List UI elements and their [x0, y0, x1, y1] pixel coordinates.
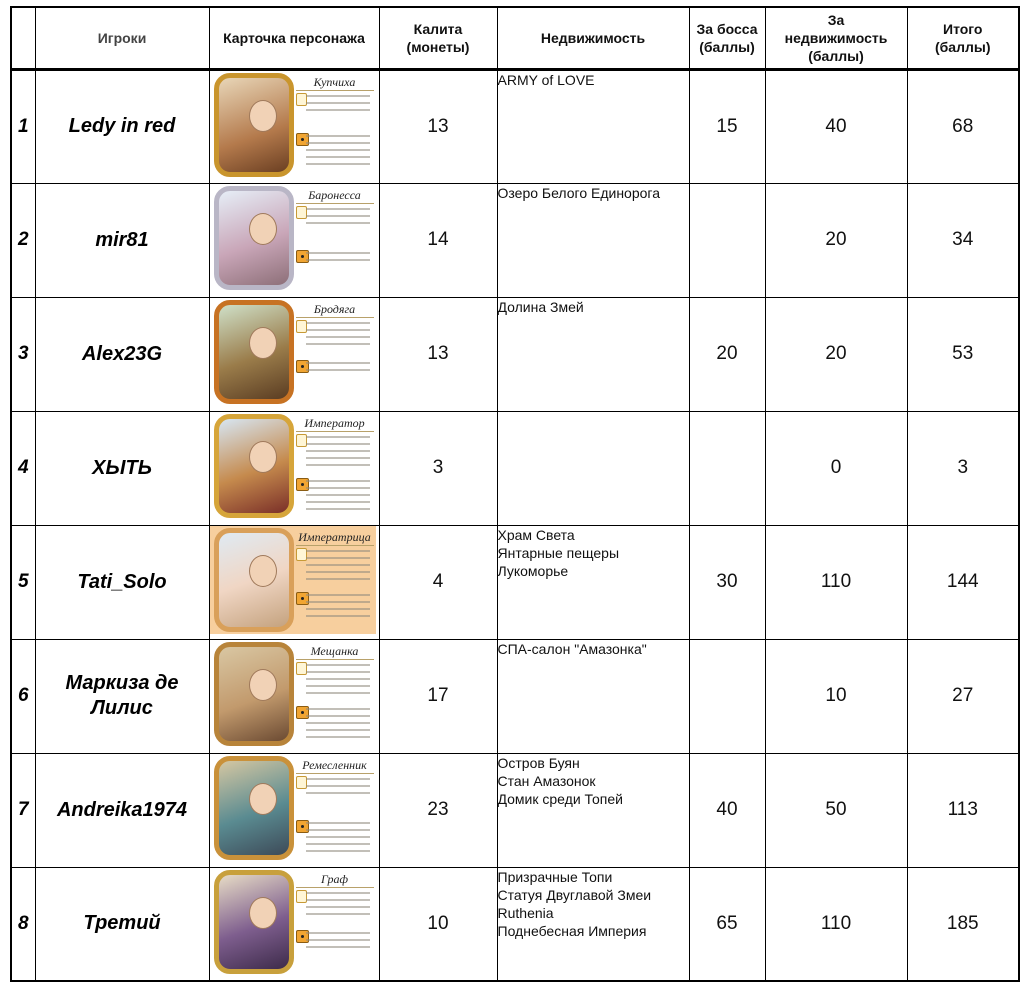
property-cell: Призрачные Топи Статуя Двуглавой Змеи Ruthenia Поднебесная Империя — [497, 867, 689, 981]
table-row — [11, 639, 1019, 753]
property-cell: СПА-салон "Амазонка" — [497, 639, 689, 753]
card-image — [210, 526, 376, 634]
player-name: Andreika1974 — [35, 753, 209, 867]
realty-points: 20 — [765, 297, 907, 411]
table-row — [11, 183, 1019, 297]
realty-points: 40 — [765, 69, 907, 183]
player-name: ХЫТЬ — [35, 411, 209, 525]
coins-cell: 3 — [379, 411, 497, 525]
total-points: 34 — [907, 183, 1019, 297]
card-title: Император — [296, 416, 374, 432]
card-title: Баронесса — [296, 188, 374, 204]
header-players: Игроки — [35, 7, 209, 69]
coins-cell: 4 — [379, 525, 497, 639]
property-cell: Храм Света Янтарные пещеры Лукоморье — [497, 525, 689, 639]
character-card — [209, 753, 379, 867]
character-card — [209, 639, 379, 753]
rank-cell: 7 — [11, 753, 35, 867]
realty-points: 0 — [765, 411, 907, 525]
boss-points: 40 — [689, 753, 765, 867]
portrait-frame — [214, 642, 294, 746]
header-card: Карточка персонажа — [209, 7, 379, 69]
header-total: Итого (баллы) — [907, 7, 1019, 69]
player-name: Tati_Solo — [35, 525, 209, 639]
header-index — [11, 7, 35, 69]
boss-points: 65 — [689, 867, 765, 981]
card-title: Мещанка — [296, 644, 374, 660]
realty-points: 110 — [765, 525, 907, 639]
card-image — [210, 640, 376, 748]
character-card — [209, 183, 379, 297]
player-name: Ledy in red — [35, 69, 209, 183]
total-points: 113 — [907, 753, 1019, 867]
table-row — [11, 525, 1019, 639]
character-card — [209, 525, 379, 639]
portrait-frame — [214, 300, 294, 404]
portrait-frame — [214, 73, 294, 177]
boss-points: 15 — [689, 69, 765, 183]
header-boss: За босса (баллы) — [689, 7, 765, 69]
card-image — [210, 298, 376, 406]
coins-cell: 23 — [379, 753, 497, 867]
realty-points: 10 — [765, 639, 907, 753]
portrait-frame — [214, 870, 294, 974]
table-row — [11, 753, 1019, 867]
character-card — [209, 411, 379, 525]
portrait-frame — [214, 186, 294, 290]
boss-points — [689, 183, 765, 297]
property-cell — [497, 411, 689, 525]
card-title: Императрица — [296, 530, 374, 546]
character-card — [209, 867, 379, 981]
card-title: Граф — [296, 872, 374, 888]
header-realty: За недвижимость (баллы) — [765, 7, 907, 69]
results-table — [10, 6, 1020, 982]
table-row — [11, 867, 1019, 981]
property-cell: ARMY of LOVE — [497, 69, 689, 183]
rank-cell: 5 — [11, 525, 35, 639]
total-points: 3 — [907, 411, 1019, 525]
boss-points: 30 — [689, 525, 765, 639]
rank-cell: 6 — [11, 639, 35, 753]
property-cell: Остров Буян Стан Амазонок Домик среди Топей — [497, 753, 689, 867]
property-cell: Долина Змей — [497, 297, 689, 411]
portrait-frame — [214, 414, 294, 518]
coins-cell: 17 — [379, 639, 497, 753]
boss-points — [689, 639, 765, 753]
card-image — [210, 71, 376, 179]
boss-points: 20 — [689, 297, 765, 411]
realty-points: 110 — [765, 867, 907, 981]
coins-cell: 13 — [379, 69, 497, 183]
header-coins: Калита (монеты) — [379, 7, 497, 69]
table-row — [11, 411, 1019, 525]
total-points: 144 — [907, 525, 1019, 639]
total-points: 68 — [907, 69, 1019, 183]
coins-cell: 10 — [379, 867, 497, 981]
table-row — [11, 69, 1019, 183]
realty-points: 50 — [765, 753, 907, 867]
rank-cell: 4 — [11, 411, 35, 525]
coins-cell: 13 — [379, 297, 497, 411]
property-cell: Озеро Белого Единорога — [497, 183, 689, 297]
rank-cell: 2 — [11, 183, 35, 297]
player-name: Третий — [35, 867, 209, 981]
character-card — [209, 69, 379, 183]
card-title: Купчиха — [296, 75, 374, 91]
realty-points: 20 — [765, 183, 907, 297]
player-name: mir81 — [35, 183, 209, 297]
player-name: Alex23G — [35, 297, 209, 411]
card-image — [210, 754, 376, 862]
total-points: 27 — [907, 639, 1019, 753]
card-title: Ремесленник — [296, 758, 374, 774]
card-image — [210, 868, 376, 976]
coins-cell: 14 — [379, 183, 497, 297]
total-points: 53 — [907, 297, 1019, 411]
rank-cell: 8 — [11, 867, 35, 981]
portrait-frame — [214, 528, 294, 632]
header-row — [11, 7, 1019, 69]
boss-points — [689, 411, 765, 525]
card-title: Бродяга — [296, 302, 374, 318]
character-card — [209, 297, 379, 411]
total-points: 185 — [907, 867, 1019, 981]
header-property: Недвижимость — [497, 7, 689, 69]
rank-cell: 1 — [11, 69, 35, 183]
table-row — [11, 297, 1019, 411]
player-name: Маркиза де Лилис — [35, 639, 209, 753]
card-image — [210, 412, 376, 520]
rank-cell: 3 — [11, 297, 35, 411]
card-image — [210, 184, 376, 292]
portrait-frame — [214, 756, 294, 860]
